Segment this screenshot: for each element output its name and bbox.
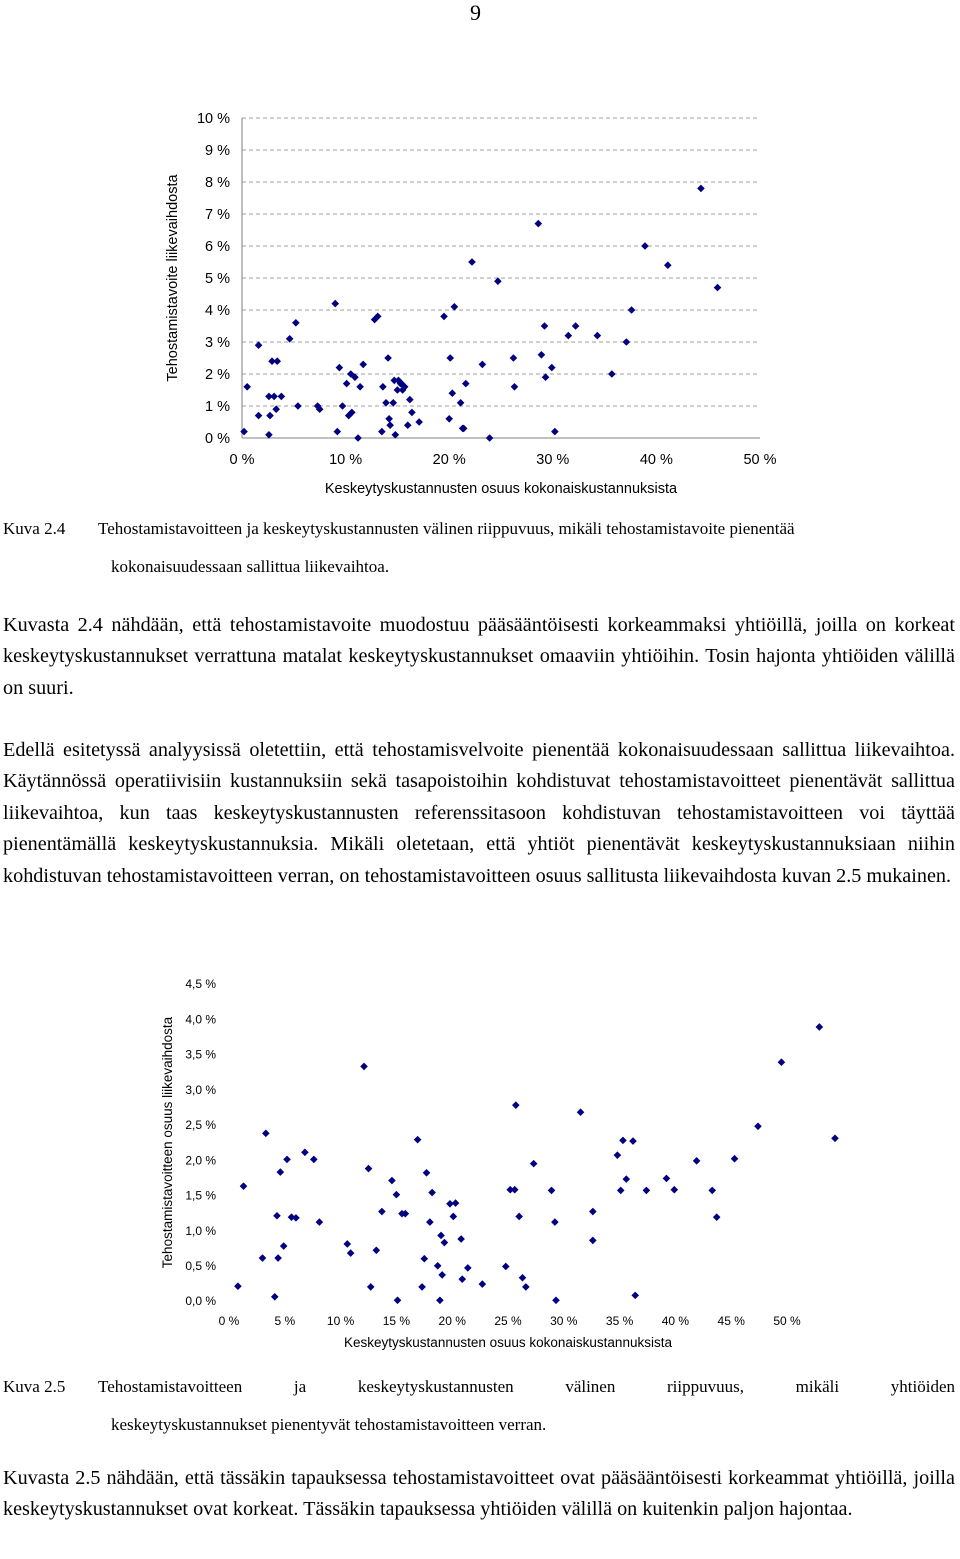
data-point xyxy=(273,357,281,365)
data-point xyxy=(278,393,286,401)
data-point xyxy=(347,1249,355,1257)
data-point xyxy=(619,1137,627,1145)
caption-number: Kuva 2.4 xyxy=(3,519,66,538)
y-tick-label: 3 % xyxy=(205,335,230,352)
scatter-chart-2 xyxy=(0,970,960,1365)
data-point xyxy=(262,1130,270,1138)
data-point xyxy=(274,1254,282,1262)
data-point xyxy=(512,1101,520,1109)
data-point xyxy=(479,1280,487,1288)
data-point xyxy=(464,1264,472,1272)
data-point xyxy=(693,1157,701,1165)
data-point xyxy=(301,1149,309,1157)
x-tick-label: 30 % xyxy=(550,1314,578,1328)
data-point xyxy=(510,354,518,362)
x-tick-label: 15 % xyxy=(382,1314,411,1328)
figure-caption-2-4 xyxy=(3,510,955,586)
y-tick-label: 4,0 % xyxy=(185,1012,216,1027)
data-point xyxy=(664,261,672,269)
data-point xyxy=(334,428,342,436)
data-point xyxy=(356,383,364,391)
data-point xyxy=(438,1271,446,1279)
data-point xyxy=(408,409,416,417)
x-tick-label: 25 % xyxy=(494,1314,522,1328)
data-point xyxy=(641,242,649,250)
page-number: 9 xyxy=(470,0,481,25)
data-point xyxy=(458,1275,466,1283)
data-point xyxy=(714,284,722,292)
data-point xyxy=(519,1274,527,1282)
data-point xyxy=(614,1151,622,1159)
data-point xyxy=(462,380,470,388)
y-tick-label: 10 % xyxy=(196,111,230,128)
data-point xyxy=(360,1063,368,1071)
data-point xyxy=(577,1108,585,1116)
data-point xyxy=(378,428,386,436)
data-point xyxy=(266,412,274,420)
data-point xyxy=(294,402,302,410)
data-point xyxy=(406,396,414,404)
data-point xyxy=(548,1187,556,1195)
data-point xyxy=(418,1283,426,1291)
data-point xyxy=(449,389,457,397)
y-axis-label: Tehostamistavoitteen osuus liikevaihdosta xyxy=(160,1016,175,1269)
data-point xyxy=(240,428,248,436)
data-point xyxy=(565,332,573,340)
x-tick-label: 5 % xyxy=(274,1314,296,1328)
data-point xyxy=(494,277,502,285)
data-point xyxy=(628,306,636,314)
y-tick-label: 2,5 % xyxy=(185,1118,216,1133)
data-point xyxy=(445,415,453,423)
x-tick-label: 20 % xyxy=(438,1314,466,1328)
y-tick-label: 6 % xyxy=(205,239,230,256)
data-point xyxy=(339,402,347,410)
data-point xyxy=(713,1213,721,1221)
data-point xyxy=(502,1263,510,1271)
data-point xyxy=(551,428,559,436)
caption-line-1 xyxy=(3,1368,955,1406)
data-point xyxy=(440,313,448,321)
data-point xyxy=(379,383,387,391)
data-point xyxy=(731,1155,739,1163)
x-tick-label: 20 % xyxy=(432,452,466,468)
data-point xyxy=(631,1292,639,1300)
data-point xyxy=(670,1186,678,1194)
figure-caption-2-5 xyxy=(3,1368,955,1444)
data-point xyxy=(542,373,550,381)
caption-line-2: keskeytyskustannukset pienentyvät tehostamistavoitteen verran. xyxy=(111,1415,547,1434)
y-tick-label: 1 % xyxy=(205,399,230,416)
y-tick-label: 1,5 % xyxy=(185,1188,216,1203)
data-point xyxy=(280,1242,288,1250)
data-point xyxy=(292,319,300,327)
data-point xyxy=(589,1237,597,1245)
data-point xyxy=(451,303,459,311)
data-point xyxy=(343,380,351,388)
data-point xyxy=(384,354,392,362)
caption-text: Tehostamistavoitteen ja keskeytyskustannusten välinen riippuvuus, mikäli tehostamistavoite pienentää xyxy=(98,519,795,538)
data-point xyxy=(572,322,580,330)
x-axis-label: Keskeytyskustannusten osuus kokonaiskustannuksista xyxy=(344,1335,672,1350)
data-point xyxy=(259,1254,267,1262)
data-point xyxy=(265,431,273,439)
data-point xyxy=(608,370,616,378)
x-tick-label: 10 % xyxy=(329,452,363,468)
data-point xyxy=(415,418,423,426)
data-point xyxy=(382,399,390,407)
x-tick-label: 45 % xyxy=(717,1314,745,1328)
paragraph-1: Kuvasta 2.4 nähdään, että tehostamistavoite muodostuu pääsääntöisesti korkeammaksi yhtiöillä, joilla on korkeat keskeytyskustannukset verrattuna matalat keskeytyskustannukset omaaviin yhtiöihin. Tosin hajonta yhtiöiden välillä on suuri. xyxy=(3,614,955,699)
data-point xyxy=(392,431,400,439)
data-point xyxy=(336,364,344,372)
data-point xyxy=(511,1186,519,1194)
data-point xyxy=(434,1262,442,1270)
y-tick-label: 3,0 % xyxy=(185,1082,216,1097)
data-point xyxy=(530,1160,538,1168)
data-point xyxy=(594,332,602,340)
caption-line-2: kokonaisuudessaan sallittua liikevaihtoa. xyxy=(111,557,390,576)
data-point xyxy=(623,338,631,346)
x-tick-label: 50 % xyxy=(773,1314,801,1328)
y-tick-label: 0,0 % xyxy=(185,1294,216,1309)
caption-text: Tehostamistavoitteen ja keskeytyskustannusten välinen riippuvuus, mikäli yhtiöiden xyxy=(98,1377,955,1396)
y-tick-label: 0 % xyxy=(205,431,230,448)
x-tick-label: 40 % xyxy=(639,452,673,468)
data-point xyxy=(255,412,263,420)
y-tick-label: 4,5 % xyxy=(185,977,216,992)
x-tick-label: 40 % xyxy=(661,1314,690,1328)
data-point xyxy=(394,1296,402,1304)
data-point xyxy=(441,1239,449,1247)
data-point xyxy=(423,1169,431,1177)
data-point xyxy=(515,1213,523,1221)
data-point xyxy=(243,383,251,391)
y-tick-label: 5 % xyxy=(205,271,230,288)
data-point xyxy=(589,1208,597,1216)
data-point xyxy=(386,421,394,429)
x-tick-label: 30 % xyxy=(536,452,570,468)
data-point xyxy=(421,1255,429,1263)
data-point xyxy=(234,1282,242,1290)
data-point xyxy=(316,1218,324,1226)
data-point xyxy=(831,1134,839,1142)
data-point xyxy=(522,1283,530,1291)
data-point xyxy=(552,1296,560,1304)
data-point xyxy=(359,361,367,369)
data-point xyxy=(450,1213,458,1221)
data-point xyxy=(460,425,468,433)
paragraph-3: Kuvasta 2.5 nähdään, että tässäkin tapauksessa tehostamistavoitteet ovat pääsääntöisesti korkeammat yhtiöillä, joilla keskeytyskustannukset ovat korkeat. Tässäkin tapauksessa yhtiöiden välillä on kuitenkin paljon hajontaa. xyxy=(3,1467,955,1521)
data-point xyxy=(255,341,263,349)
data-point xyxy=(708,1187,716,1195)
data-point xyxy=(354,434,362,442)
data-point xyxy=(486,434,494,442)
y-axis-label: Tehostamistavoite liikevaihdosta xyxy=(165,174,181,382)
data-point xyxy=(437,1232,445,1240)
x-tick-label: 35 % xyxy=(605,1314,634,1328)
y-tick-label: 0,5 % xyxy=(185,1258,216,1273)
caption-number: Kuva 2.5 xyxy=(3,1377,66,1396)
data-point xyxy=(754,1122,762,1130)
data-point xyxy=(452,1199,460,1207)
data-point xyxy=(286,335,294,343)
data-point xyxy=(541,322,549,330)
data-point xyxy=(373,1246,381,1254)
x-axis-label: Keskeytyskustannusten osuus kokonaiskustannuksista xyxy=(324,481,678,497)
data-point xyxy=(343,1240,351,1248)
data-point xyxy=(277,1168,285,1176)
data-point xyxy=(388,1177,396,1185)
data-point xyxy=(663,1175,671,1183)
data-point xyxy=(283,1156,291,1164)
y-tick-label: 2 % xyxy=(205,367,230,384)
data-point xyxy=(548,364,556,372)
data-point xyxy=(479,361,487,369)
caption-line-1 xyxy=(3,510,955,548)
data-point xyxy=(697,185,705,193)
data-point xyxy=(816,1023,824,1031)
data-point xyxy=(273,1212,281,1220)
data-point xyxy=(393,1191,401,1199)
paragraph-2: Edellä esitetyssä analyysissä oletettiin, että tehostamisvelvoite pienentää kokonaisuudessaan sallittua liikevaihtoa. Käytännössä operatiivisiin kustannuksiin sekä tasapoistoihin kohdistuvat tehostamistavoitteet pienentävät sallittua liikevaihtoa, kun taas keskeytyskustannusten referenssitasoon kohdistuvan tehostamistavoitteen voi täyttää pienentämällä keskeytyskustannuksia. Mikäli oletetaan, että yhtiöt pienentävät keskeytyskustannuksiaan niihin kohdistuvan tehostamistavoitteen verran, on tehostamistavoitteen osuus sallitusta liikevaihdosta kuvan 2.5 mukainen. xyxy=(3,739,955,887)
data-point xyxy=(389,399,397,407)
data-point xyxy=(551,1218,559,1226)
data-point xyxy=(446,354,454,362)
data-point xyxy=(270,393,278,401)
data-point xyxy=(385,415,393,423)
y-tick-label: 8 % xyxy=(205,175,230,192)
scatter-chart-1 xyxy=(0,100,960,510)
data-point xyxy=(436,1296,444,1304)
y-tick-label: 1,0 % xyxy=(185,1223,216,1238)
data-point xyxy=(367,1283,375,1291)
data-point xyxy=(404,421,412,429)
data-point xyxy=(428,1189,436,1197)
data-point xyxy=(629,1137,637,1145)
y-tick-label: 9 % xyxy=(205,143,230,160)
data-point xyxy=(534,220,542,228)
data-point xyxy=(240,1182,248,1190)
x-tick-label: 0 % xyxy=(229,452,255,468)
data-point xyxy=(538,351,546,359)
x-tick-label: 50 % xyxy=(743,452,777,468)
data-point xyxy=(310,1156,318,1164)
x-tick-label: 0 % xyxy=(218,1314,240,1328)
data-point xyxy=(331,300,339,308)
data-point xyxy=(457,1235,465,1243)
data-point xyxy=(378,1208,386,1216)
data-point xyxy=(617,1187,625,1195)
data-point xyxy=(778,1058,786,1066)
data-point xyxy=(414,1136,422,1144)
data-point xyxy=(468,258,476,266)
data-point xyxy=(365,1165,373,1173)
y-tick-label: 3,5 % xyxy=(185,1047,216,1062)
y-tick-label: 7 % xyxy=(205,207,230,224)
data-point xyxy=(271,1293,279,1301)
y-tick-label: 2,0 % xyxy=(185,1153,216,1168)
data-point xyxy=(622,1175,630,1183)
y-tick-label: 4 % xyxy=(205,303,230,320)
data-point xyxy=(272,405,280,413)
x-tick-label: 10 % xyxy=(326,1314,355,1328)
data-point xyxy=(426,1218,434,1226)
data-point xyxy=(643,1187,651,1195)
data-point xyxy=(511,383,519,391)
data-point xyxy=(457,399,465,407)
